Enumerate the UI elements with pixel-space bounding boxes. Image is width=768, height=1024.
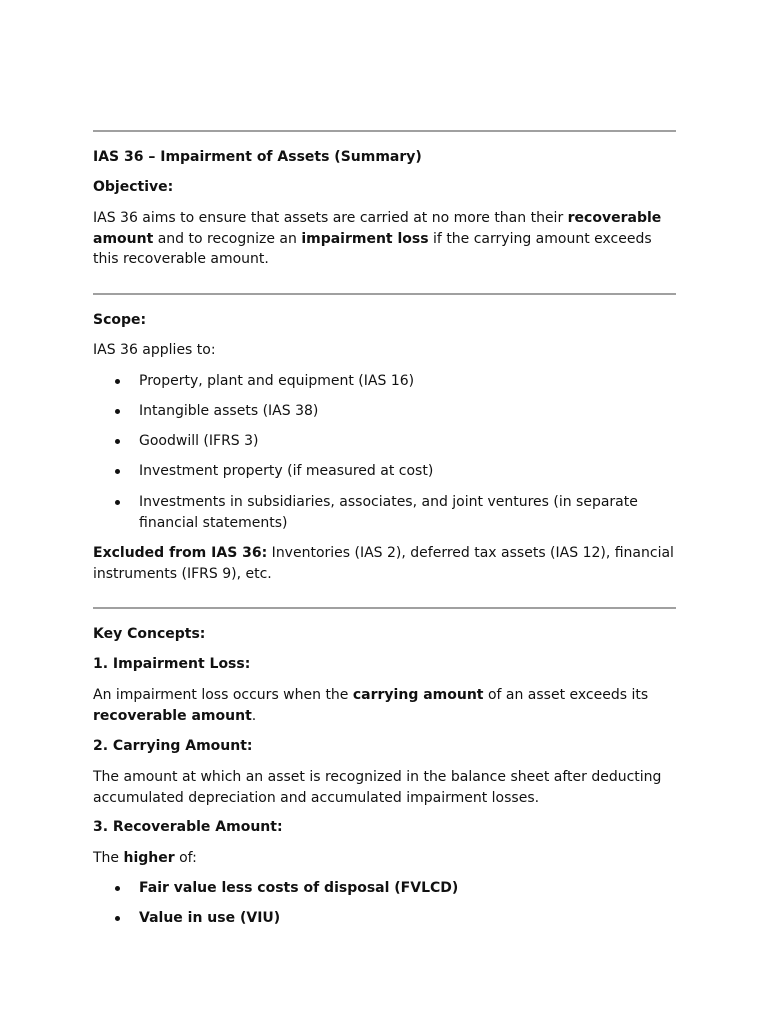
- concept-1-text-2: of an asset exceeds its: [483, 687, 649, 703]
- list-item-text: Property, plant and equipment (IAS 16): [139, 373, 415, 389]
- horizontal-rule: [93, 130, 676, 132]
- concept-2-heading: 2. Carrying Amount:: [93, 738, 253, 754]
- list-item-text: Investments in subsidiaries, associates, and joint ventures (in separate financial statements): [139, 494, 638, 531]
- scope-intro: IAS 36 applies to:: [93, 342, 216, 358]
- concept-1-text-1: An impairment loss occurs when the: [93, 687, 353, 703]
- scope-heading: Scope:: [93, 312, 147, 328]
- concept-3-text-1: The: [93, 850, 124, 866]
- objective-text-3: if the carrying amount exceeds this recoverable amount.: [93, 230, 652, 267]
- concept-1-bold-1: carrying amount: [352, 687, 484, 703]
- objective-heading: Objective:: [93, 179, 174, 195]
- horizontal-rule: [93, 293, 676, 295]
- concept-1-paragraph: [93, 685, 676, 726]
- concept-3-heading: 3. Recoverable Amount:: [93, 819, 283, 835]
- horizontal-rule: [93, 607, 676, 609]
- concept-3-bold-1: higher: [123, 850, 175, 866]
- objective-text-1: IAS 36 aims to ensure that assets are carried at no more than their: [93, 210, 568, 226]
- scope-excluded: [93, 543, 676, 584]
- objective-bold-1: recoverable amount: [93, 210, 662, 247]
- concept-2-paragraph: The amount at which an asset is recognized in the balance sheet after deducting accumulated depreciation and accumulated impairment losses.: [93, 769, 662, 806]
- concept-1-text-3: .: [251, 707, 257, 724]
- objective-bold-2: impairment loss: [301, 230, 429, 247]
- list-item-text: Value in use (VIU): [139, 910, 281, 926]
- excluded-label: Excluded from IAS 36:: [93, 545, 268, 561]
- objective-paragraph: [93, 208, 676, 270]
- objective-text-2: and to recognize an: [153, 230, 302, 247]
- document-title: IAS 36 – Impairment of Assets (Summary): [93, 149, 422, 165]
- concept-3-text-2: of:: [174, 850, 197, 866]
- list-item-text: Intangible assets (IAS 38): [139, 403, 319, 419]
- excluded-text: Inventories (IAS 2), deferred tax assets (IAS 12), financial instruments (IFRS 9), etc.: [93, 545, 674, 582]
- concept-3-paragraph: [93, 848, 676, 869]
- concept-1-bold-2: recoverable amount: [93, 707, 252, 724]
- list-item-text: Goodwill (IFRS 3): [139, 433, 259, 449]
- concept-1-heading: 1. Impairment Loss:: [93, 656, 251, 672]
- list-item-text: Investment property (if measured at cost): [139, 463, 434, 479]
- list-item-text: Fair value less costs of disposal (FVLCD): [139, 880, 459, 896]
- key-concepts-heading: Key Concepts:: [93, 626, 206, 642]
